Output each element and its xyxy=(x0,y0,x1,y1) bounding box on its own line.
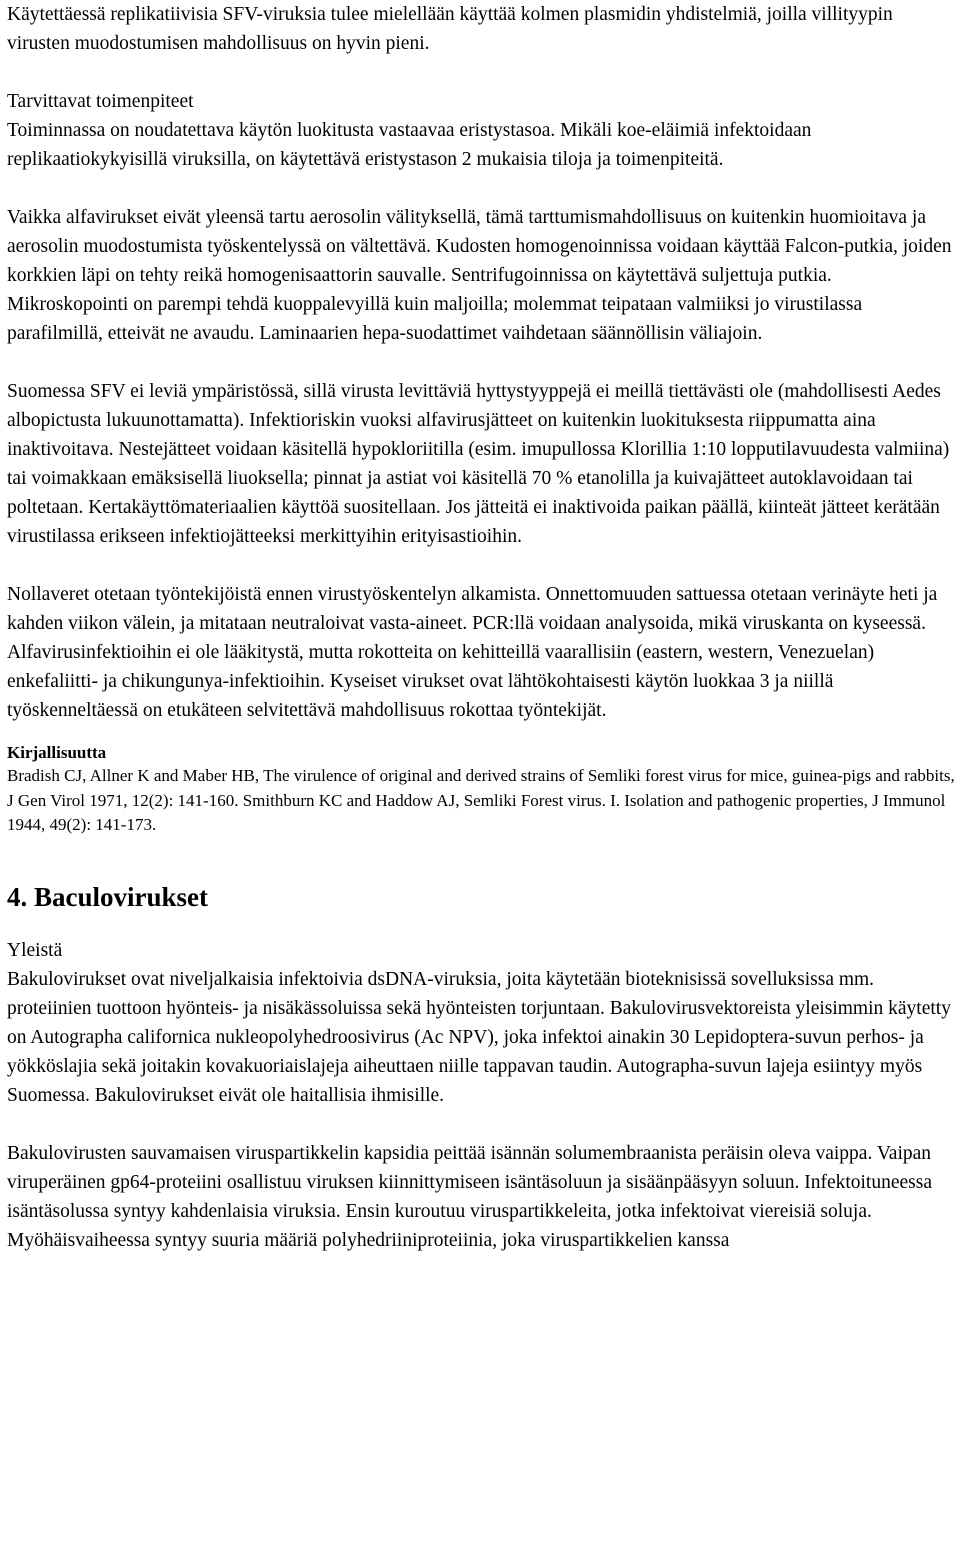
paragraph-gap xyxy=(7,348,955,377)
paragraph-gap xyxy=(7,838,955,880)
paragraph-gap xyxy=(7,914,955,936)
document-page xyxy=(7,0,955,1255)
section-heading-measures: Tarvittavat toimenpiteet xyxy=(7,91,194,112)
chapter-heading: 4. Baculovirukset xyxy=(7,881,209,912)
literature-heading: Kirjallisuutta xyxy=(7,743,107,762)
literature-references: Bradish CJ, Allner K and Maber HB, The virulence of original and derived strains of Semliki forest virus for mice, guinea-pigs and rabbits, J Gen Virol 1971, 12(2): 141-160. Smithburn KC and Haddow AJ, Semliki Forest virus. I. Isolation and pathogenic properties, J Immunol 1944, 49(2): 141-173. xyxy=(7,766,955,834)
paragraph-baculo-general: Bakulovirukset ovat niveljalkaisia infektoivia dsDNA-viruksia, joita käytetään bioteknisissä sovelluksissa mm. proteiinien tuottoon hyönteis- ja nisäkässoluissa sekä hyönteisten torjuntaan. Bakulovirusvektoreista yleisimmin käytetty on Autographa californica nukleopolyhedroosivirus (Ac NPV), joka infektoi ainakin 30 Lepidoptera-suvun perhos- ja yökköslajia sekä joitakin kovakuoriaislajeja aiheuttaen niille tappavan taudin. Autographa-suvun lajeja esiintyy myös Suomessa. Bakulovirukset eivät ole haitallisia ihmisille. xyxy=(7,968,951,1106)
section-heading-general: Yleistä xyxy=(7,939,63,961)
paragraph-gap xyxy=(7,174,955,203)
paragraph-serum: Nollaveret otetaan työntekijöistä ennen virustyöskentelyn alkamista. Onnettomuuden sattuessa otetaan verinäyte heti ja kahden viikon välein, ja mitataan neutraloivat vasta-aineet. PCR:llä voidaan analysoida, mikä viruskanta on kyseessä. Alfavirusinfektioihin ei ole lääkitystä, mutta rokotteita on kehitteillä vaarallisiin (eastern, western, Venezuelan) enkefaliitti- ja chikungunya-infektioihin. Kyseiset virukset ovat lähtökohtaisesti käytön luokkaa 3 ja niillä työskenneltäessä on etukäteen selvitettävä mahdollisuus rokottaa työntekijät. xyxy=(7,584,938,721)
paragraph-intro: Käytettäessä replikatiivisia SFV-viruksia tulee mielellään käyttää kolmen plasmidin yhdistelmiä, joilla villityypin virusten muodostumisen mahdollisuus on hyvin pieni. xyxy=(7,4,893,54)
paragraph-measures: Toiminnassa on noudatettava käytön luokitusta vastaavaa eristystasoa. Mikäli koe-eläimiä infektoidaan replikaatiokykyisillä viruksilla, on käytettävä eristystason 2 mukaisia tiloja ja toimenpiteitä. xyxy=(7,120,812,170)
paragraph-gap xyxy=(7,58,955,87)
paragraph-aerosol: Vaikka alfavirukset eivät yleensä tartu aerosolin välityksellä, tämä tarttumismahdollisuus on kuitenkin huomioitava ja aerosolin muodostumista työskentelyssä on vältettävä. Kudosten homogenoinnissa voidaan käyttää Falcon-putkia, joiden korkkien läpi on tehty reikä homogenisaattorin sauvalle. Sentrifugoinnissa on käytettävä suljettuja putkia. Mikroskopointi on parempi tehdä kuoppalevyillä kuin maljoilla; molemmat teipataan valmiiksi jo virustilassa parafilmillä, etteivät ne avaudu. Laminaarien hepa-suodattimet vaihdetaan säännöllisin väliajoin. xyxy=(7,207,952,344)
paragraph-waste: Suomessa SFV ei leviä ympäristössä, sillä virusta levittäviä hyttystyyppejä ei meillä tiettävästi ole (mahdollisesti Aedes albopictusta lukuunottamatta). Infektioriskin vuoksi alfavirusjätteet on kuitenkin luokituksesta riippumatta aina inaktivoitava. Nestejätteet voidaan käsitellä hypokloriitilla (esim. imupullossa Klorillia 1:10 lopputilavuudesta valmiina) tai voimakkaan emäksisellä liuoksella; pinnat ja astiat voi käsitellä 70 % etanolilla ja kuivajätteet autoklavoidaan tai poltetaan. Kertakäyttömateriaalien käyttöä suositellaan. Jos jätteitä ei inaktivoida paikan päällä, kiinteät jätteet kerätään virustilassa erikseen infektiojätteeksi merkittyihin erityisastioihin. xyxy=(7,381,950,547)
paragraph-baculo-structure: Bakulovirusten sauvamaisen viruspartikkelin kapsidia peittää isännän solumembraanista peräisin oleva vaippa. Vaipan viruperäinen gp64-proteiini osallistuu viruksen kiinnittymiseen isäntäsoluun ja sisäänpääsyyn soluun. Infektoituneessa isäntäsolussa syntyy kahdenlaisia viruksia. Ensin kuroutuu viruspartikkeleita, jotka infektoivat viereisiä soluja. Myöhäisvaiheessa syntyy suuria määriä polyhedriiniproteiinia, joka viruspartikkelien kanssa xyxy=(7,1142,932,1251)
paragraph-gap xyxy=(7,725,955,741)
paragraph-gap xyxy=(7,1110,955,1139)
paragraph-gap xyxy=(7,551,955,580)
